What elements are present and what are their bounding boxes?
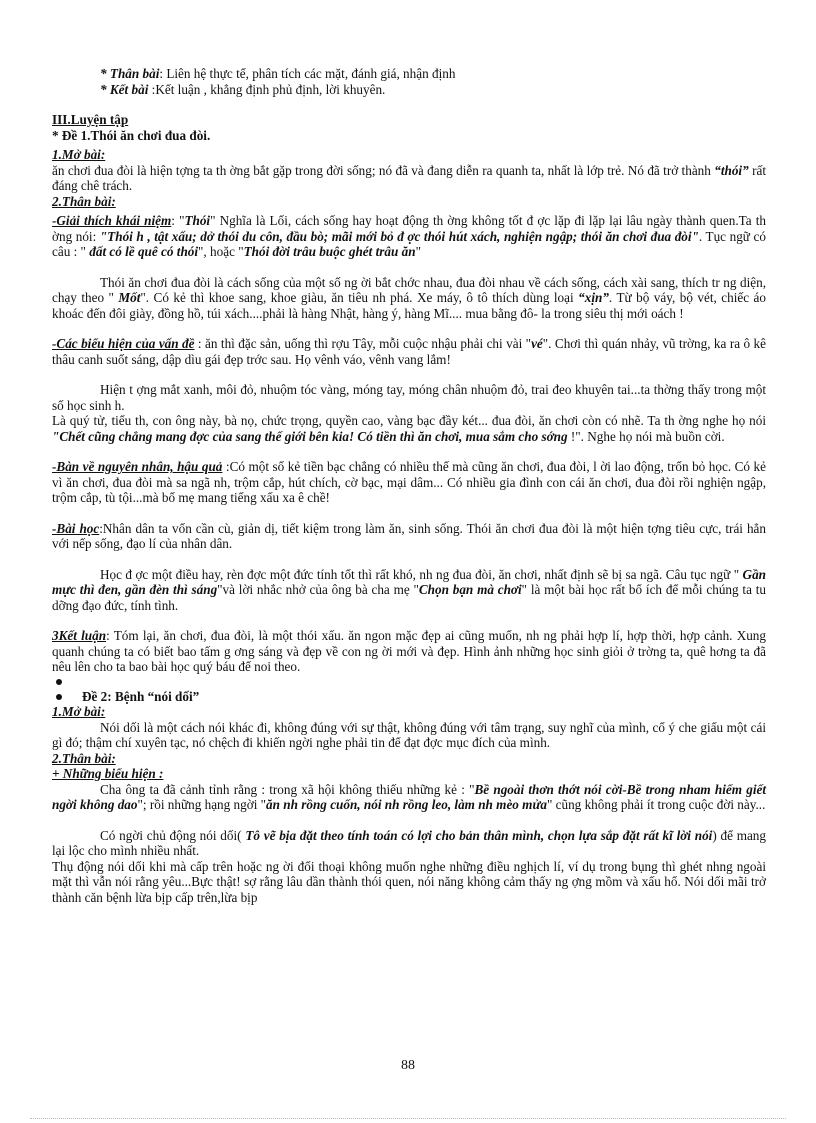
criterion-label: * Kết bài (100, 81, 149, 97)
empty-bullet (52, 675, 766, 689)
lesson-paragraph: -Bài học:Nhân dân ta vốn cần cù, giản dị, tiết kiệm trong làm ăn, sinh sống. Thói ăn chơi đua đòi là một hiện tợng tiêu cực, trái hẳn với nếp sống, đạo lí của nhân dân. (52, 520, 767, 551)
body-paragraph: Có ngời chủ động nói dối( Tô vẽ bịa đặt theo tính toán có lợi cho bản thân mình, chọn lựa sắp đặt rất kĩ lời nói) để mang lại lộc cho mình nhiều nhất. (52, 827, 766, 858)
conclusion-paragraph: 3Kết luận: Tóm lại, ăn chơi, đua đòi, là một thói xấu. ăn ngon mặc đẹp ai cũng muốn, nh ng phải hợp lí, hợp thời, hợp cảnh. Xung quanh chúng ta có biết bao tấm g ơng sáng và đẹp về con ng ời mới và đẹp. Hình ảnh những học sinh giỏi ở trờng ta, quê hơng ta đã nêu lên cho ta bao bài học quý báu để noi theo. (52, 628, 766, 674)
criterion-than-bai (52, 66, 766, 82)
body-paragraph: Hiện t ợng mắt xanh, môi đỏ, nhuộm tóc vàng, móng tay, móng chân nhuộm đỏ, trai đeo khuyên tai...ta thờng thấy trong một số học sinh h. (52, 382, 766, 413)
subheading: 2.Thân bài: (52, 750, 116, 766)
criterion-text: : Liên hệ thực tế, phân tích các mặt, đánh giá, nhận định (159, 66, 456, 81)
criterion-ket-bai (52, 82, 766, 98)
bullet-icon (56, 694, 62, 700)
document-page (52, 66, 766, 905)
section-heading: III.Luyện tập (52, 112, 129, 127)
topic-1-title: * Đề 1.Thói ăn chơi đua đòi. (52, 127, 211, 143)
definition-paragraph: -Giải thích khái niệm: "Thói" Nghĩa là Lối, cách sống hay hoạt động th ờng không tốt đ ợc lặp đi lặp lại lâu ngày thành quen.Ta th ờng nói: "Thói h , tật xấu; dở thói du côn, đầu bò; mãi mới bỏ đ ợc thói hút xách, nghiện ngập; thói ăn chơi đua đòi". Tục ngữ có câu : " đất có lề quê có thói", hoặc "Thói đời trâu buộc ghét trâu ăn" (52, 213, 766, 259)
body-paragraph: Cha ông ta đã cảnh tỉnh rằng : trong xã hội không thiếu những kẻ : "Bề ngoài thơn thớt nói cời-Bề trong nham hiểm giết ngời không dao"; rồi những hạng ngời "ăn nh rồng cuốn, nói nh rồng leo, làm nh mèo mửa" cũng không phải ít trong cuộc đời này... (52, 781, 766, 812)
criterion-label: * Thân bài (100, 66, 160, 81)
intro-paragraph: Nói dối là một cách nói khác đi, không đúng với sự thật, không đúng với tâm trạng, suy nghĩ của mình, cố ý che giấu một cái gì đó; thậm chí xuyên tạc, nó chệch đi khiến ngời nghe phải tin để đạt đợc mục đích của mình. (52, 719, 766, 750)
bullet-icon (56, 679, 62, 685)
manifestations-paragraph: -Các biểu hiện của vấn đề : ăn thì đặc sản, uống thì rợu Tây, mỗi cuộc nhậu phải chi vài "vé". Chơi thì quán nhảy, vũ trờng, ka ra ô kê thâu canh suốt sáng, dập dìu gái đẹp trớc sau. Họ vênh váo, vênh vang lắm! (52, 336, 766, 367)
body-paragraph: Là quý tử, tiểu th, con ông này, bà nọ, chức trọng, quyền cao, vàng bạc đầy két... đua đòi, ăn chơi còn có nhẽ. Ta th ờng nghe họ nói "Chết cũng chẳng mang đợc của sang thế giới bên kia! Có tiền thì ăn chơi, mua sắm cho sớng !". Nghe họ nói mà buồn cời. (52, 413, 766, 444)
intro-paragraph: 1.Mở bài: ăn chơi đua đòi là hiện tợng ta th ờng bắt gặp trong đời sống; nó đã và đang diễn ra quanh ta, nhất là lớp trẻ. Nó đã trở thành “thói” rất đáng chê trách. (52, 147, 766, 193)
footer-divider (30, 1118, 786, 1119)
body-paragraph: Học đ ợc một điều hay, rèn đợc một đức tính tốt thì rất khó, nh ng đua đòi, ăn chơi, nhất định sẽ bị sa ngã. Câu tục ngữ " Gần mực thì đen, gần đèn thì sáng"và lời nhắc nhở của ông bà cha mẹ "Chọn bạn mà chơi" là một bài học rất bổ ích để mỗi chúng ta tu dỡng đạo đức, tính tình. (52, 566, 766, 613)
causes-paragraph: -Bàn về nguyên nhân, hậu quả :Có một số kẻ tiền bạc chẳng có nhiều thế mà cũng ăn chơi, đua đòi, l ời lao động, trốn bỏ học. Có kẻ vì ăn chơi, đua đòi mà sa ngã nh, trộm cắp, hút chích, cờ bạc, mại dâm... Có nhiều gia đình con cái ăn chơi, đua đòi rồi nghiện ngập, trộm cắp, tù tội...mà bố mẹ mang tiếng xấu xa ê chề! (52, 459, 766, 505)
subheading: 2.Thân bài: (52, 193, 116, 209)
subheading: 1.Mở bài: (52, 704, 106, 719)
subheading: + Những biểu hiện : (52, 766, 164, 781)
topic-2-title: Đề 2: Bệnh “nói dối” (52, 689, 766, 705)
criterion-text: :Kết luận , khẳng định phủ định, lời khuyên. (148, 81, 386, 97)
subheading: 1.Mở bài: (52, 147, 106, 162)
body-paragraph: Thói ăn chơi đua đòi là cách sống của một số ng ời bắt chớc nhau, đua đòi nhau về cách sống, cách xài sang, thích tr ng diện, chạy theo " Mốt". Có kẻ thì khoe sang, khoe giàu, ăn tiêu nh phá. Xe máy, ô tô thích dùng loại “xịn”. Từ bộ váy, bộ vét, chiếc áo khoác đến đôi giày, đồng hồ, túi xách....phải là hàng Nhật, hàng ý, hàng Mĩ.... mua bằng đô- la trong siêu thị mới oách ! (52, 274, 766, 321)
body-paragraph: Thụ động nói dối khi mà cấp trên hoặc ng ời đối thoại không muốn nghe những điều nghịch lí, ví dụ trong bụng thì ghét nhng ngoài mặt thì vẫn nói rằng yêu...Bực thật! sợ rằng lâu dần thành thói quen, nói năng không cảm thấy ng ợng mồm và xấu hổ. Nói dối mãi trở thành căn bệnh lừa bịp cấp trên,lừa bịp (52, 858, 766, 905)
page-number: 88 (401, 1058, 415, 1073)
